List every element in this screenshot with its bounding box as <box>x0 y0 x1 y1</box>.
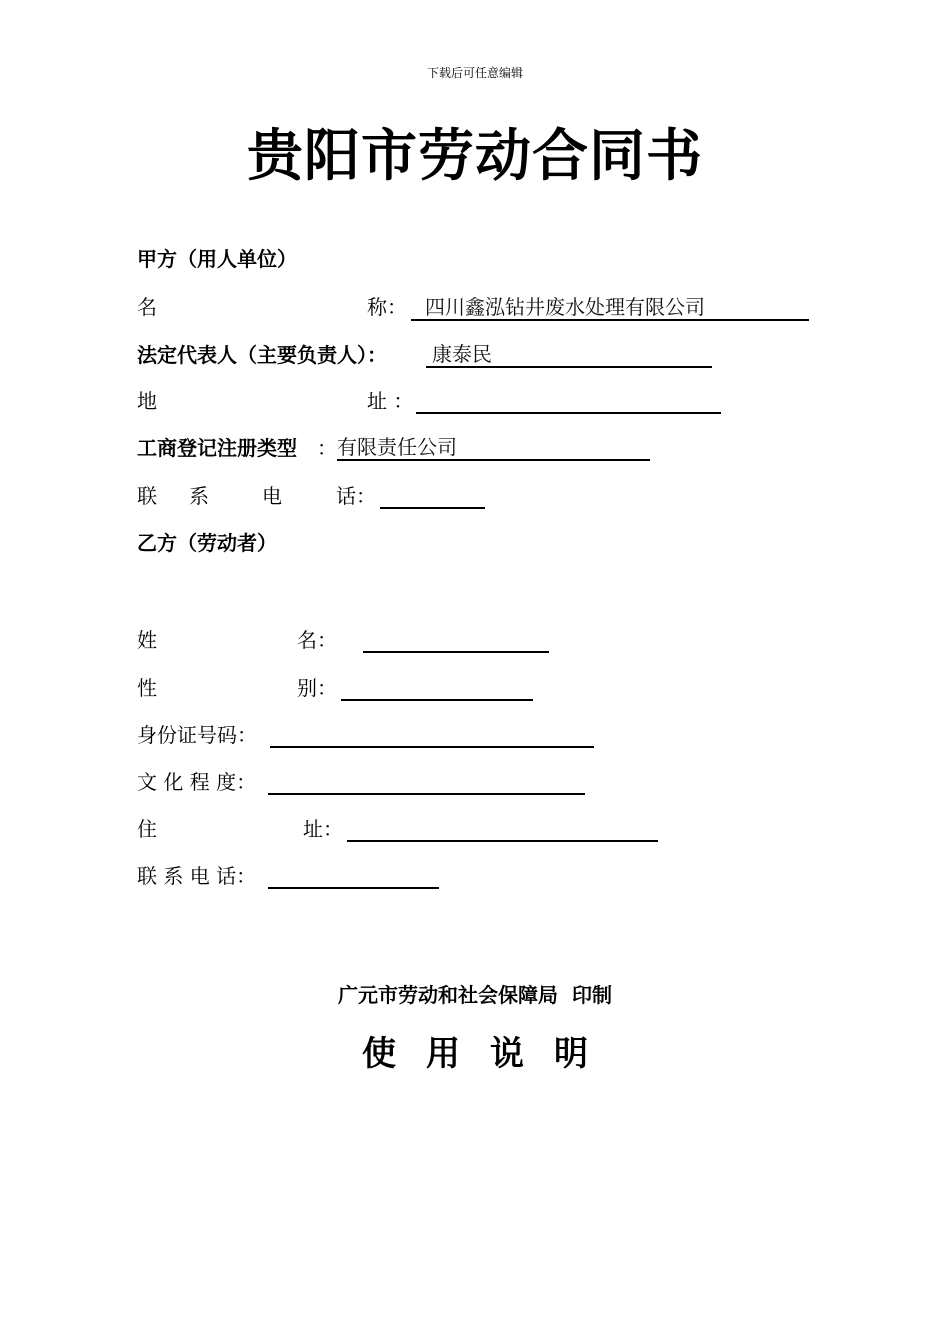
party-a-phone-label-char-3: 电 <box>262 484 282 508</box>
usage-instructions-title: 使用说明 <box>362 1034 618 1074</box>
party-a-address-field[interactable] <box>416 388 721 414</box>
party-a-rep-label: 法定代表人（主要负责人）： <box>137 343 387 367</box>
header-note: 下载后可任意编辑 <box>426 66 523 80</box>
party-a-address-label-1: 地 <box>137 389 157 413</box>
party-a-reg-type-field[interactable] <box>337 435 650 461</box>
party-a-phone-label-char-2: 系 <box>189 484 209 508</box>
party-a-phone-label-char-1: 联 <box>137 484 157 508</box>
party-a-phone-label-char-4: 话： <box>336 484 376 508</box>
party-b-education-label: 文 化 程 度： <box>137 770 257 794</box>
party-b-name-field[interactable] <box>363 627 549 653</box>
party-b-phone-field[interactable] <box>268 863 439 889</box>
party-a-rep-field[interactable] <box>426 342 712 368</box>
party-b-name-label-2: 名： <box>297 628 337 652</box>
party-b-id-label: 身份证号码： <box>137 723 257 747</box>
party-b-phone-label: 联 系 电 话： <box>137 864 257 888</box>
party-b-name-label-1: 姓 <box>137 628 157 652</box>
party-a-reg-type-colon: ： <box>317 436 337 460</box>
party-b-id-field[interactable] <box>270 722 594 748</box>
party-a-reg-type-value: 有限责任公司 <box>337 435 457 459</box>
party-b-education-field[interactable] <box>268 769 585 795</box>
party-b-address-field[interactable] <box>347 816 658 842</box>
party-a-phone-field[interactable] <box>380 483 485 509</box>
party-b-heading: 乙方（劳动者） <box>137 531 277 555</box>
party-b-gender-label-2: 别： <box>297 676 337 700</box>
party-a-name-value: 四川鑫泓钻井废水处理有限公司 <box>425 295 705 319</box>
party-b-address-label-2: 址： <box>303 817 343 841</box>
party-b-address-label-1: 住 <box>137 817 157 841</box>
party-a-name-field[interactable] <box>411 295 809 321</box>
party-a-rep-value: 康泰民 <box>432 342 492 366</box>
party-b-gender-label-1: 性 <box>137 676 157 700</box>
party-a-address-label-2: 址 ： <box>367 389 414 413</box>
party-a-heading: 甲方（用人单位） <box>137 247 297 271</box>
document-title: 贵阳市劳动合同书 <box>247 123 703 189</box>
publisher-line: 广元市劳动和社会保障局 印制 <box>338 983 612 1007</box>
party-a-name-label-2: 称： <box>367 295 407 319</box>
party-a-name-label-1: 名 <box>137 295 157 319</box>
party-a-reg-type-label: 工商登记注册类型 <box>137 436 297 460</box>
party-b-gender-field[interactable] <box>341 675 533 701</box>
